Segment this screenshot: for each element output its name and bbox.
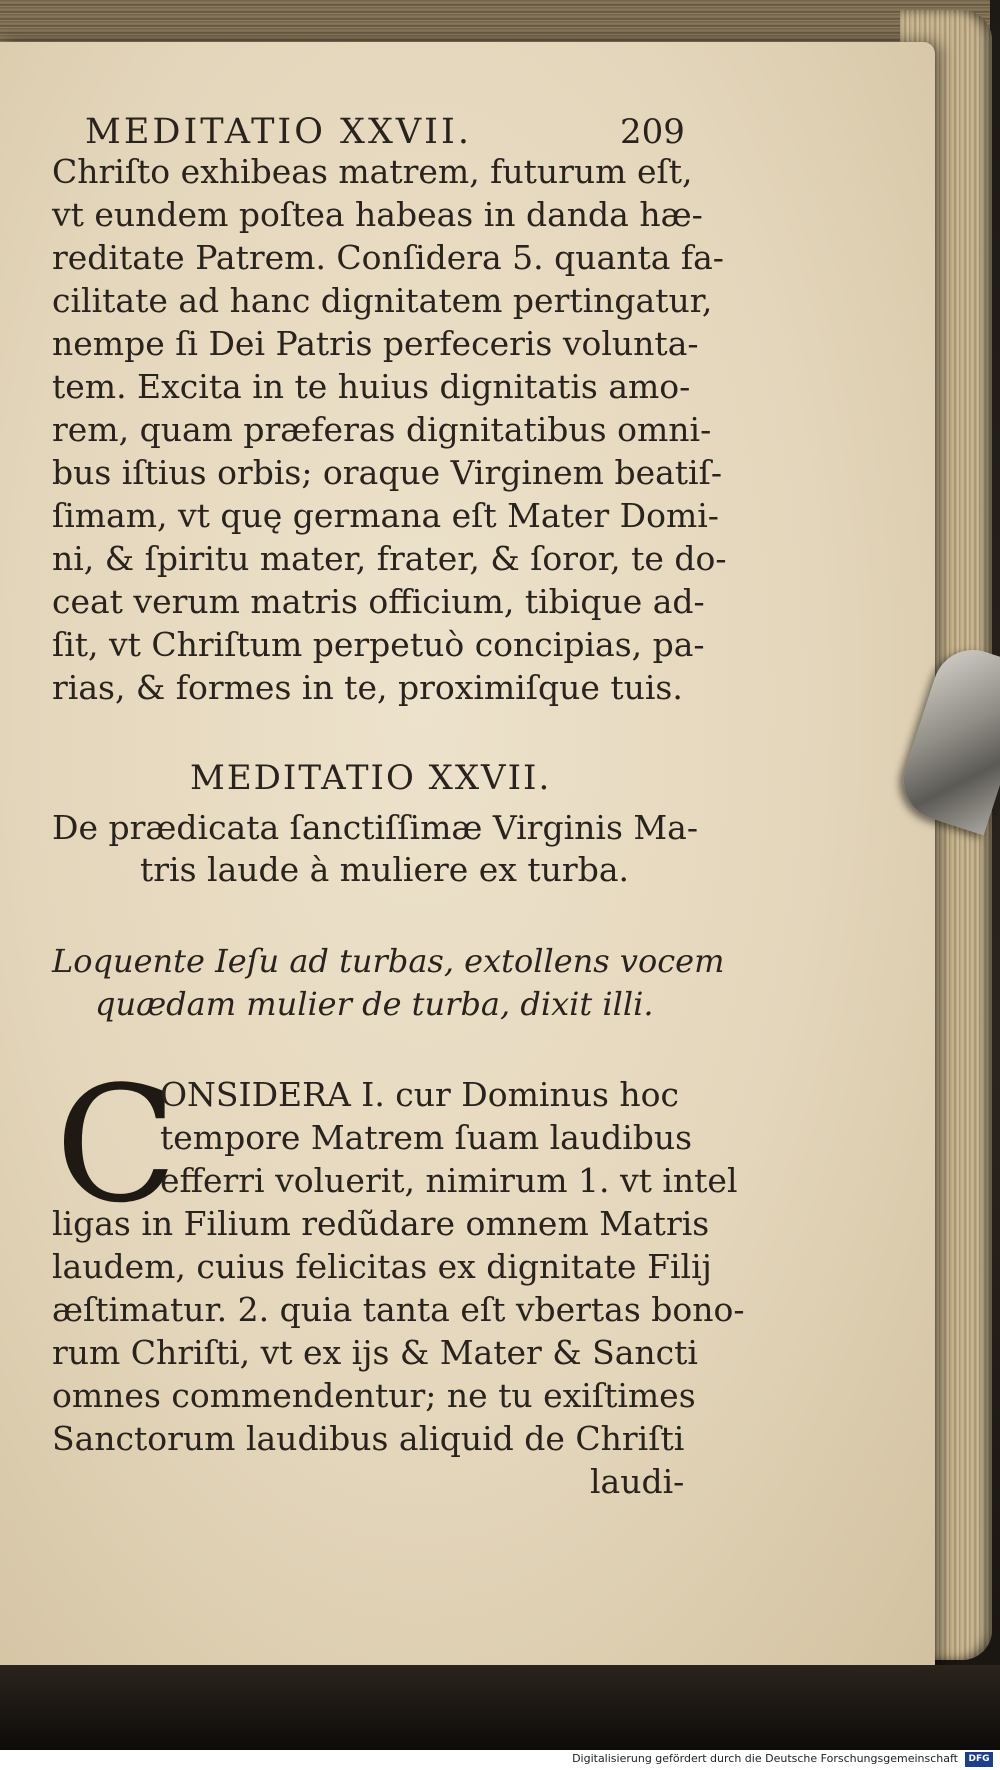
text-line: bus iſtius orbis; oraque Virginem beatiſ- [52, 453, 722, 492]
text-line: reditate Patrem. Conſidera 5. quanta fa- [52, 238, 724, 277]
epigraph-line: Loquente Ieſu ad turbas, extollens vocem [52, 942, 725, 980]
text-line: nempe ſi Dei Patris perfeceris volunta- [52, 324, 699, 363]
drop-cap: C [55, 1051, 178, 1238]
section-title: MEDITATIO XXVII. [190, 758, 552, 798]
text-line: ni, & ſpiritu mater, frater, & ſoror, te do- [52, 539, 727, 578]
text-line: Chriſto exhibeas matrem, futurum eſt, [52, 152, 693, 191]
text-line: tempore Matrem ſuam laudibus [160, 1118, 693, 1157]
section-subtitle-line: tris laude à muliere ex turba. [140, 850, 629, 889]
text-line: vt eundem poſtea habeas in danda hæ- [52, 195, 703, 234]
text-line: ceat verum matris officium, tibique ad- [52, 582, 705, 621]
text-line: ſit, vt Chriſtum perpetuò concipias, pa- [52, 625, 705, 664]
text-line: æſtimatur. 2. quia tanta eſt vbertas bono- [52, 1290, 745, 1329]
catchword: laudi- [590, 1462, 685, 1501]
text-line: rias, & formes in te, proximiſque tuis. [52, 668, 683, 707]
folio-number: 209 [620, 112, 685, 152]
dfg-logo: DFG [965, 1752, 993, 1767]
text-line: efferri voluerit, nimirum 1. vt intel [160, 1161, 738, 1200]
book-top-edge [0, 0, 990, 48]
text-line: ligas in Filium redũdare omnem Matris [52, 1204, 710, 1243]
epigraph-line: quædam mulier de turba, dixit illi. [95, 985, 654, 1023]
section-subtitle-line: De prædicata ſanctiſſimæ Virginis Ma- [52, 808, 698, 847]
running-title: MEDITATIO XXVII. [85, 112, 472, 152]
text-line: rem, quam præferas dignitatibus omni- [52, 410, 712, 449]
text-line: ONSIDERA I. cur Dominus hoc [160, 1075, 680, 1114]
bottom-shadow [0, 1665, 1000, 1750]
text-line: Sanctorum laudibus aliquid de Chriſti [52, 1419, 685, 1458]
text-line: ſimam, vt quę germana eſt Mater Domi- [52, 496, 719, 535]
text-line: cilitate ad hanc dignitatem pertingatur, [52, 281, 713, 320]
text-line: rum Chriſti, vt ex ijs & Mater & Sancti [52, 1333, 698, 1372]
text-line: omnes commendentur; ne tu exiſtimes [52, 1376, 696, 1415]
text-line: tem. Excita in te huius dignitatis amo- [52, 367, 691, 406]
footer-credit: Digitalisierung gefördert durch die Deutsche Forschungsgemeinschaft [572, 1752, 958, 1765]
text-line: laudem, cuius felicitas ex dignitate Filij [52, 1247, 712, 1286]
